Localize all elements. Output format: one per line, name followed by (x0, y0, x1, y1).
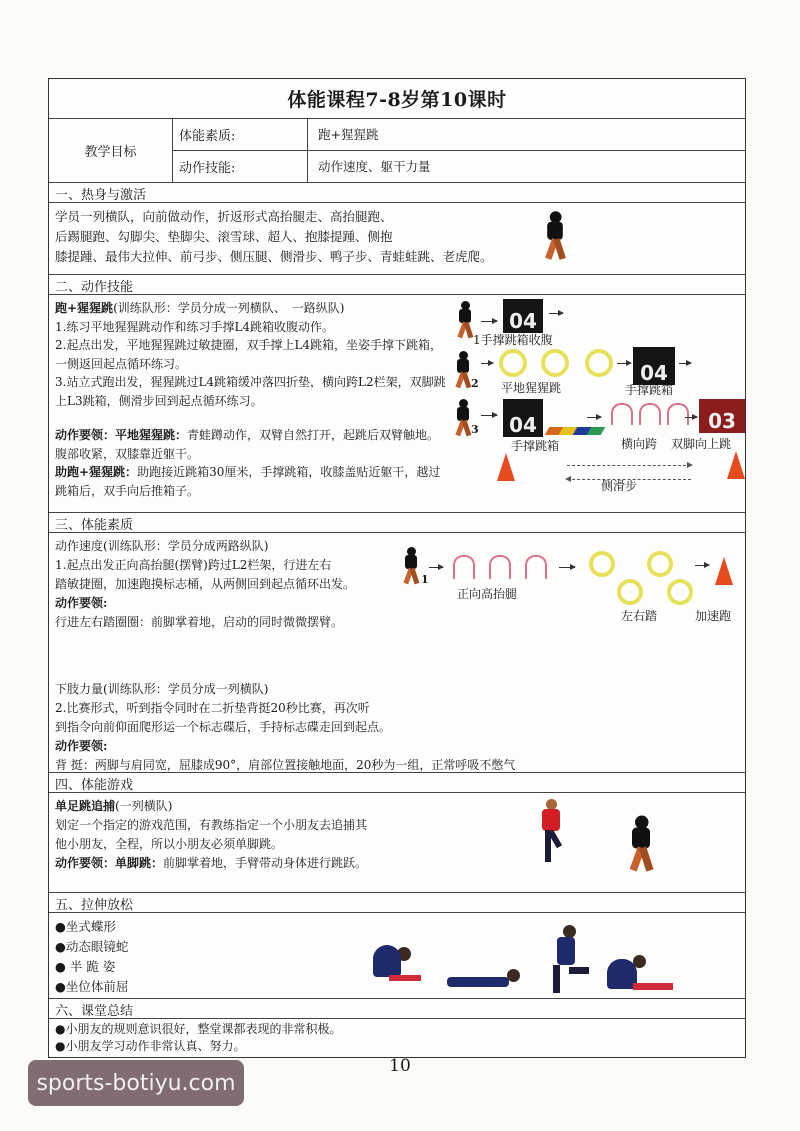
legs-title: 下肢力量 (55, 682, 104, 696)
diagram-label: 手撑跳箱 (625, 383, 674, 397)
section-summary (49, 1019, 745, 1057)
speed-line: 踏敏捷圈，加速跑摸标志桶，从两侧回到起点循环出发。 (55, 577, 356, 591)
skills-step: 2.起点出发，平地猩猩跳过敏捷圈，双手撑上L4跳箱，坐姿手撑下跳箱， 一侧返回起点循环练习。 (55, 338, 449, 371)
stretch-item: ●坐式蝶形 (55, 919, 116, 934)
skills-diagram (449, 295, 745, 511)
hurdle-icon (453, 555, 475, 579)
hurdle-icon (611, 403, 633, 425)
game-line: 他小朋友，全程，所以小朋友必须单脚跳。 (55, 837, 284, 851)
arrow-icon (481, 363, 493, 364)
section-skills (49, 295, 745, 513)
row-number: 3 (471, 423, 479, 436)
page-title: 体能课程7-8岁第10课时 (287, 89, 507, 111)
goal-key: 体能素质: (173, 119, 308, 150)
section-game (49, 793, 745, 893)
agility-ring-icon (667, 579, 693, 605)
stretch-item: ●坐位体前屈 (55, 979, 129, 994)
cobra-stretch-illustration (447, 969, 527, 993)
hopping-child-illustration (537, 799, 567, 863)
vault-box-red-icon: 03 (699, 399, 745, 433)
skills-step: 1.练习平地猩猩跳动作和练习手撑L4跳箱收腹动作。 (55, 319, 335, 334)
diagram-label: 手撑跳箱 (511, 439, 560, 453)
legs-formation: (训练队形：学员分成一列横队) (103, 682, 269, 696)
skills-title: 跑+猩猩跳 (55, 301, 114, 315)
speed-tip-text: 行进左右踏圈圈：前脚掌着地，启动的同时微微摆臂。 (55, 615, 344, 629)
diagram-label: 正向高抬腿 (457, 587, 518, 601)
section-heading-summary: 六、课堂总结 (49, 999, 745, 1019)
agility-ring-icon (617, 579, 643, 605)
title-row (49, 79, 745, 119)
legs-tip-text: 背 挺：两脚与肩同宽，屈膝成90°，肩部位置接触地面，20秒为一组，正常呼吸不憋气 (55, 758, 516, 772)
diagram-label: 平地猩猩跳 (501, 381, 562, 395)
agility-ring-icon (589, 551, 615, 577)
arrow-icon (559, 567, 575, 568)
agility-ring-icon (541, 349, 569, 377)
arrow-icon (695, 565, 709, 566)
summary-item: ●小朋友学习动作非常认真、努力。 (55, 1039, 246, 1053)
watermark-badge: sports-botiyu.com (28, 1060, 244, 1106)
runner-icon (403, 547, 419, 585)
goal-row-fitness (173, 119, 745, 150)
diagram-label: 侧滑步 (601, 479, 638, 493)
runner-illustration (545, 211, 566, 260)
goal-value: 跑+猩猩跳 (318, 127, 379, 142)
row-number: 1 (421, 573, 429, 586)
section-heading-game: 四、体能游戏 (49, 773, 745, 793)
diagram-label: 左右踏 (621, 609, 658, 623)
hurdle-icon (525, 555, 547, 579)
skills-step: 3.站立式跑出发，猩猩跳过L4跳箱缓冲落四折垫，横向跨L2栏架，双脚跳上L3跳箱，侧滑步回到起点循环练习。 (55, 375, 446, 408)
skills-formation: (训练队形：学员分成一列横队、 一路纵队) (113, 301, 345, 315)
arrow-icon (481, 321, 497, 322)
legs-line: 2.比赛形式，听到指令同时在二折垫背挺20秒比赛，再次听 (55, 701, 370, 715)
arrow-icon (549, 313, 563, 314)
legs-line: 到指令向前仰面爬形运一个标志碟后，手持标志碟走回到起点。 (55, 720, 392, 734)
cone-icon (497, 453, 515, 481)
runner-icon (457, 301, 473, 339)
arrow-icon (481, 415, 497, 416)
stretch-item: ●动态眼镜蛇 (55, 939, 129, 954)
arrow-icon (685, 417, 697, 418)
tip-label: 动作要领：平地猩猩跳： (55, 428, 188, 442)
goals-label: 教学目标 (49, 119, 173, 182)
running-child-illustration (629, 816, 653, 873)
page-number: 10 (389, 1056, 411, 1076)
agility-ring-icon (647, 551, 673, 577)
runner-icon (455, 351, 471, 389)
vault-box-icon: 04 (503, 399, 543, 437)
stretch-item: ● 半 跪 姿 (55, 959, 116, 974)
goal-value: 动作速度、躯干力量 (318, 159, 431, 174)
game-line: 划定一个指定的游戏范围，有教练指定一个小朋友去追捕其 (55, 818, 368, 832)
arrow-icon (587, 417, 601, 418)
section-fitness (49, 533, 745, 773)
cone-icon (715, 557, 733, 585)
warmup-line: 膝提踵、最伟大拉伸、前弓步、侧压腿、侧滑步、鸭子步、青蛙蛙跳、老虎爬。 (55, 249, 493, 264)
warmup-line: 后踢腿跑、勾脚尖、垫脚尖、滚雪球、超人、抱膝提踵、侧抱 (55, 229, 393, 244)
speed-tip-label: 动作要领: (55, 596, 108, 610)
lesson-plan-table (48, 78, 746, 1058)
summary-item: ●小朋友的规则意识很好，整堂课都表现的非常积极。 (55, 1022, 342, 1036)
sit-and-reach-illustration (605, 951, 675, 993)
arrow-icon (617, 363, 631, 364)
arrow-icon (429, 567, 443, 568)
game-title: 单足跳追捕 (55, 799, 116, 813)
section-heading-fitness: 三、体能素质 (49, 513, 745, 533)
goal-key: 动作技能: (173, 151, 308, 182)
hurdle-icon (667, 403, 689, 425)
game-tip-label: 动作要领：单脚跳： (55, 856, 164, 870)
game-tip-text: 前脚掌着地，手臂带动身体进行跳跃。 (163, 856, 368, 870)
arrow-icon (679, 363, 691, 364)
speed-title: 动作速度 (55, 539, 104, 553)
butterfly-stretch-illustration (369, 943, 423, 989)
tip-text: 助跑接近跳箱30厘米，手撑跳箱，收膝盖贴近躯干，越过跳箱后，双手向后推箱子。 (55, 465, 441, 498)
game-formation: (一列横队) (115, 799, 173, 813)
speed-formation: (训练队形：学员分成两路纵队) (103, 539, 269, 553)
section-heading-warmup: 一、热身与激活 (49, 183, 745, 203)
diagram-label: 加速跑 (695, 609, 732, 623)
section-stretch (49, 913, 745, 999)
half-kneel-stretch-illustration (547, 925, 591, 995)
legs-tip-label: 动作要领: (55, 739, 108, 753)
diagram-label: 1手撑跳箱收腹 (473, 333, 553, 347)
warmup-line: 学员一列横队，向前做动作，折返形式高抬腿走、高抬腿跑、 (55, 209, 393, 224)
fitness-diagram (399, 543, 739, 633)
hurdle-icon (489, 555, 511, 579)
row-number: 2 (471, 377, 479, 390)
goal-row-skills (173, 150, 745, 182)
tip-text: 青蛙蹲动作，双臂自然打开，起跳后双臂触地。腹部收紧，双膝靠近躯干。 (55, 428, 440, 461)
dashed-arrow-right-icon (567, 465, 691, 466)
section-heading-stretch: 五、拉伸放松 (49, 893, 745, 913)
hurdle-icon (639, 403, 661, 425)
teaching-goals (49, 119, 745, 183)
folding-mat-icon (545, 427, 606, 435)
agility-ring-icon (585, 349, 613, 377)
cone-icon (727, 451, 745, 479)
speed-line: 1.起点出发正向高抬腿(摆臂)跨过L2栏架，行进左右 (55, 558, 332, 572)
section-warmup (49, 203, 745, 275)
vault-box-icon: 04 (503, 299, 543, 333)
section-heading-skills: 二、动作技能 (49, 275, 745, 295)
tip-label: 助跑+猩猩跳： (55, 465, 138, 479)
vault-box-icon: 04 (633, 347, 675, 385)
diagram-label: 横向跨 (621, 437, 658, 451)
agility-ring-icon (499, 349, 527, 377)
diagram-label: 双脚向上跳 (671, 437, 732, 451)
runner-icon (455, 399, 471, 437)
